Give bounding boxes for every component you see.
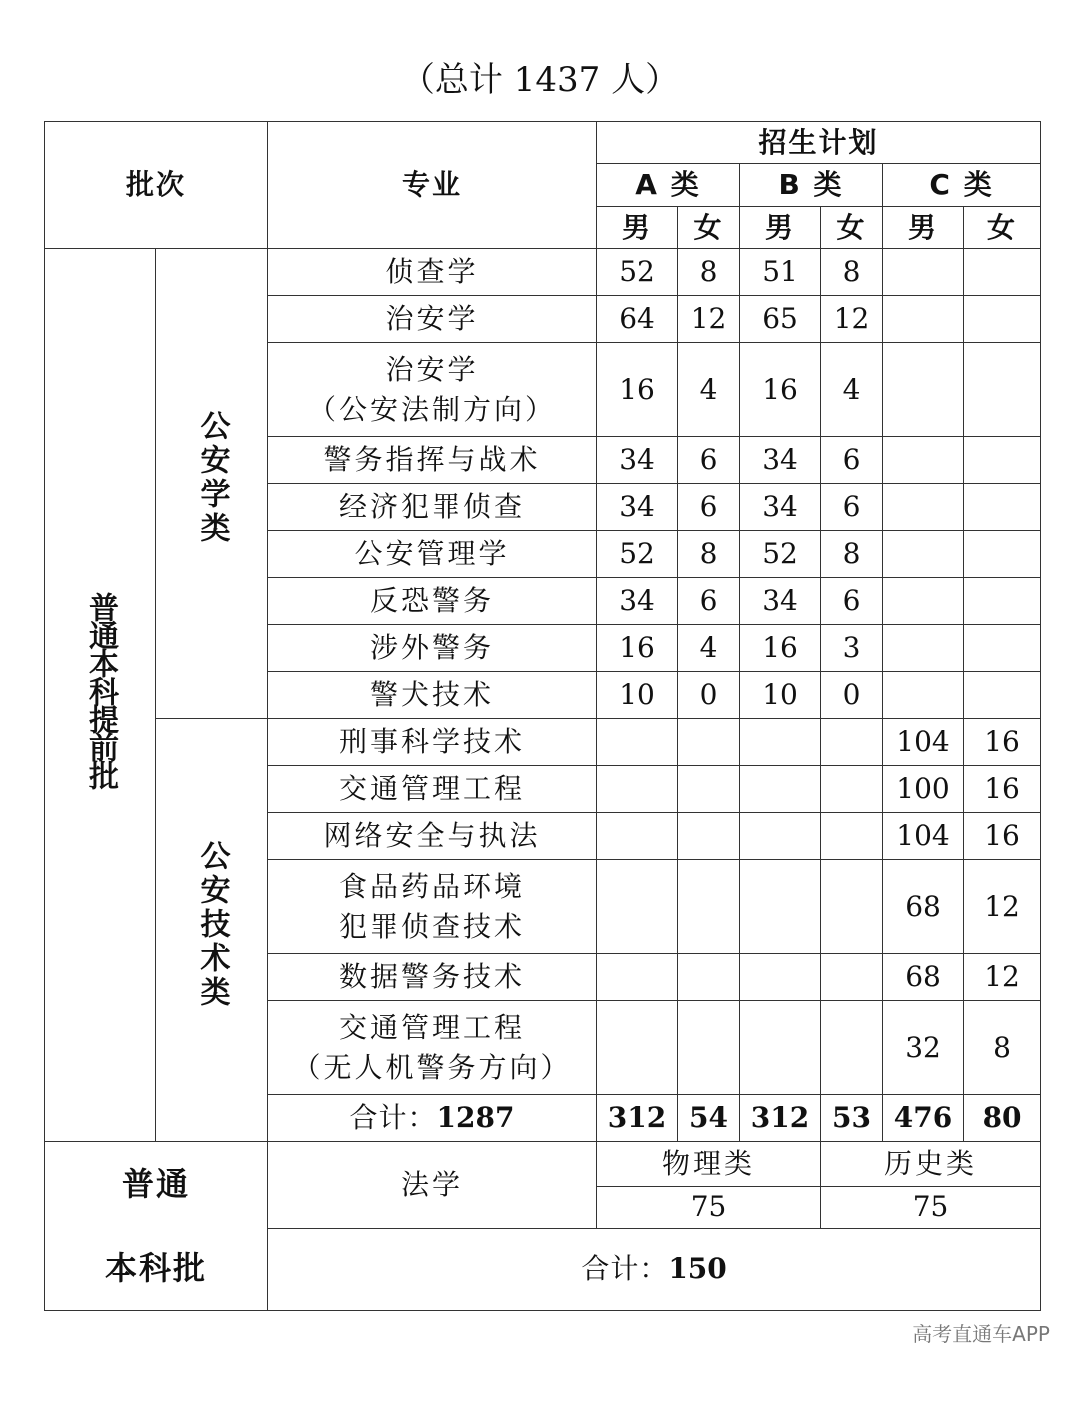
table-row xyxy=(45,719,1041,766)
count-c-f xyxy=(964,249,1041,296)
count-a-f: 6 xyxy=(678,437,740,484)
count-a-f xyxy=(678,954,740,1001)
major-line-2: （无人机警务方向） xyxy=(292,1050,572,1084)
count-b-f xyxy=(821,1001,883,1095)
count-b-f: 6 xyxy=(821,578,883,625)
count-c-m xyxy=(883,672,964,719)
count-c-f xyxy=(964,531,1041,578)
header-b-male: 男 xyxy=(740,207,821,249)
count-c-m: 68 xyxy=(883,860,964,954)
count-a-m: 34 xyxy=(597,484,678,531)
count-b-m: 10 xyxy=(740,672,821,719)
major-line-1: 治安学 xyxy=(385,352,479,386)
subtotal-c-f: 80 xyxy=(964,1095,1041,1142)
major-cell xyxy=(268,1001,597,1095)
header-a-male: 男 xyxy=(597,207,678,249)
count-c-f xyxy=(964,343,1041,437)
batch-regular-line-2: 本科批 xyxy=(105,1249,208,1287)
count-c-f: 16 xyxy=(964,813,1041,860)
count-c-f xyxy=(964,437,1041,484)
count-a-m: 52 xyxy=(597,531,678,578)
watermark: 高考直通车APP xyxy=(912,1322,1050,1346)
count-c-m: 100 xyxy=(883,766,964,813)
subtotal-b-f: 53 xyxy=(821,1095,883,1142)
major-cell xyxy=(268,860,597,954)
count-a-m: 16 xyxy=(597,625,678,672)
header-plan: 招生计划 xyxy=(597,122,1041,164)
major-cell: 刑事科学技术 xyxy=(268,719,597,766)
count-b-m: 34 xyxy=(740,578,821,625)
count-c-m xyxy=(883,296,964,343)
subtotal-c-m: 476 xyxy=(883,1095,964,1142)
count-c-f: 12 xyxy=(964,954,1041,1001)
subtotal-a-m: 312 xyxy=(597,1095,678,1142)
category-public-security xyxy=(156,249,268,719)
count-a-f: 6 xyxy=(678,578,740,625)
header-c-female: 女 xyxy=(964,207,1041,249)
regular-total-value: 150 xyxy=(668,1252,727,1286)
count-b-m xyxy=(740,766,821,813)
header-class-b: B 类 xyxy=(740,164,883,207)
count-c-f: 16 xyxy=(964,766,1041,813)
major-cell: 侦查学 xyxy=(268,249,597,296)
major-cell: 反恐警务 xyxy=(268,578,597,625)
count-b-f xyxy=(821,813,883,860)
count-b-m: 34 xyxy=(740,484,821,531)
count-c-f: 16 xyxy=(964,719,1041,766)
major-cell: 交通管理工程 xyxy=(268,766,597,813)
count-c-m xyxy=(883,625,964,672)
count-c-m xyxy=(883,343,964,437)
count-c-m xyxy=(883,531,964,578)
count-a-f: 8 xyxy=(678,249,740,296)
header-major: 专业 xyxy=(268,122,597,249)
major-law: 法学 xyxy=(268,1142,597,1229)
regular-row-1 xyxy=(45,1142,1041,1187)
count-c-f xyxy=(964,672,1041,719)
count-b-f xyxy=(821,954,883,1001)
count-c-f xyxy=(964,484,1041,531)
count-a-f xyxy=(678,719,740,766)
count-a-f: 4 xyxy=(678,343,740,437)
major-cell: 数据警务技术 xyxy=(268,954,597,1001)
count-a-f xyxy=(678,766,740,813)
count-b-f: 6 xyxy=(821,437,883,484)
count-b-f xyxy=(821,766,883,813)
count-b-m xyxy=(740,860,821,954)
count-b-f: 0 xyxy=(821,672,883,719)
count-b-f: 4 xyxy=(821,343,883,437)
count-a-m xyxy=(597,954,678,1001)
count-a-m: 52 xyxy=(597,249,678,296)
count-c-m xyxy=(883,249,964,296)
count-c-m: 32 xyxy=(883,1001,964,1095)
major-line-2: （公安法制方向） xyxy=(308,392,557,426)
physics-label: 物理类 xyxy=(597,1142,821,1187)
header-b-female: 女 xyxy=(821,207,883,249)
physics-value: 75 xyxy=(597,1186,821,1228)
count-b-f: 6 xyxy=(821,484,883,531)
category-tech xyxy=(156,719,268,1142)
count-a-f: 12 xyxy=(678,296,740,343)
batch-early-label: 普通本科提前批 xyxy=(83,591,118,788)
count-c-f: 12 xyxy=(964,860,1041,954)
count-b-m: 65 xyxy=(740,296,821,343)
count-a-f: 8 xyxy=(678,531,740,578)
major-line-1: 交通管理工程 xyxy=(339,1010,526,1044)
subtotal-b-m: 312 xyxy=(740,1095,821,1142)
major-cell: 警务指挥与战术 xyxy=(268,437,597,484)
subtotal-label: 合计： xyxy=(349,1101,437,1134)
page-title: （总计 1437 人） xyxy=(400,60,680,100)
count-b-f: 12 xyxy=(821,296,883,343)
count-a-f xyxy=(678,860,740,954)
count-a-m xyxy=(597,813,678,860)
count-a-m: 16 xyxy=(597,343,678,437)
major-cell: 网络安全与执法 xyxy=(268,813,597,860)
header-class-a: A 类 xyxy=(597,164,740,207)
history-value: 75 xyxy=(821,1186,1041,1228)
count-b-m: 52 xyxy=(740,531,821,578)
count-c-f xyxy=(964,625,1041,672)
major-line-1: 食品药品环境 xyxy=(339,869,526,903)
major-cell: 涉外警务 xyxy=(268,625,597,672)
regular-total-cell xyxy=(268,1228,1041,1310)
count-b-m: 51 xyxy=(740,249,821,296)
count-a-m xyxy=(597,1001,678,1095)
header-a-female: 女 xyxy=(678,207,740,249)
count-c-f xyxy=(964,578,1041,625)
count-a-f: 0 xyxy=(678,672,740,719)
count-c-m xyxy=(883,437,964,484)
major-cell: 经济犯罪侦查 xyxy=(268,484,597,531)
major-cell: 治安学 xyxy=(268,296,597,343)
count-b-f: 3 xyxy=(821,625,883,672)
category-2-label: 公安技术类 xyxy=(194,839,230,1010)
enrollment-plan-table xyxy=(44,121,1041,1311)
batch-regular xyxy=(45,1142,268,1311)
count-c-f xyxy=(964,296,1041,343)
subtotal-a-f: 54 xyxy=(678,1095,740,1142)
header-batch: 批次 xyxy=(45,122,268,249)
batch-regular-line-1: 普通 xyxy=(122,1165,191,1203)
count-c-m xyxy=(883,484,964,531)
count-a-f: 6 xyxy=(678,484,740,531)
count-b-f: 8 xyxy=(821,531,883,578)
count-c-m: 104 xyxy=(883,813,964,860)
count-b-m: 34 xyxy=(740,437,821,484)
batch-early xyxy=(45,249,156,1142)
history-label: 历史类 xyxy=(821,1142,1041,1187)
count-a-f: 4 xyxy=(678,625,740,672)
count-c-f: 8 xyxy=(964,1001,1041,1095)
category-1-label: 公安学类 xyxy=(194,410,230,546)
major-cell: 警犬技术 xyxy=(268,672,597,719)
count-b-f: 8 xyxy=(821,249,883,296)
major-line-2: 犯罪侦查技术 xyxy=(339,909,526,943)
count-a-m: 34 xyxy=(597,578,678,625)
count-a-f xyxy=(678,813,740,860)
count-a-m: 10 xyxy=(597,672,678,719)
count-a-m: 64 xyxy=(597,296,678,343)
count-a-m: 34 xyxy=(597,437,678,484)
count-c-m xyxy=(883,578,964,625)
count-b-f xyxy=(821,860,883,954)
count-a-f xyxy=(678,1001,740,1095)
subtotal-value: 1287 xyxy=(436,1101,515,1134)
subtotal-cell xyxy=(268,1095,597,1142)
count-a-m xyxy=(597,719,678,766)
count-b-f xyxy=(821,719,883,766)
header-class-c: C 类 xyxy=(883,164,1041,207)
count-b-m xyxy=(740,813,821,860)
count-b-m xyxy=(740,954,821,1001)
header-c-male: 男 xyxy=(883,207,964,249)
major-cell xyxy=(268,343,597,437)
count-c-m: 104 xyxy=(883,719,964,766)
major-cell: 公安管理学 xyxy=(268,531,597,578)
count-c-m: 68 xyxy=(883,954,964,1001)
table-row xyxy=(45,249,1041,296)
count-b-m: 16 xyxy=(740,343,821,437)
count-b-m: 16 xyxy=(740,625,821,672)
count-b-m xyxy=(740,719,821,766)
count-a-m xyxy=(597,766,678,813)
count-a-m xyxy=(597,860,678,954)
count-b-m xyxy=(740,1001,821,1095)
regular-total-label: 合计： xyxy=(581,1252,669,1286)
